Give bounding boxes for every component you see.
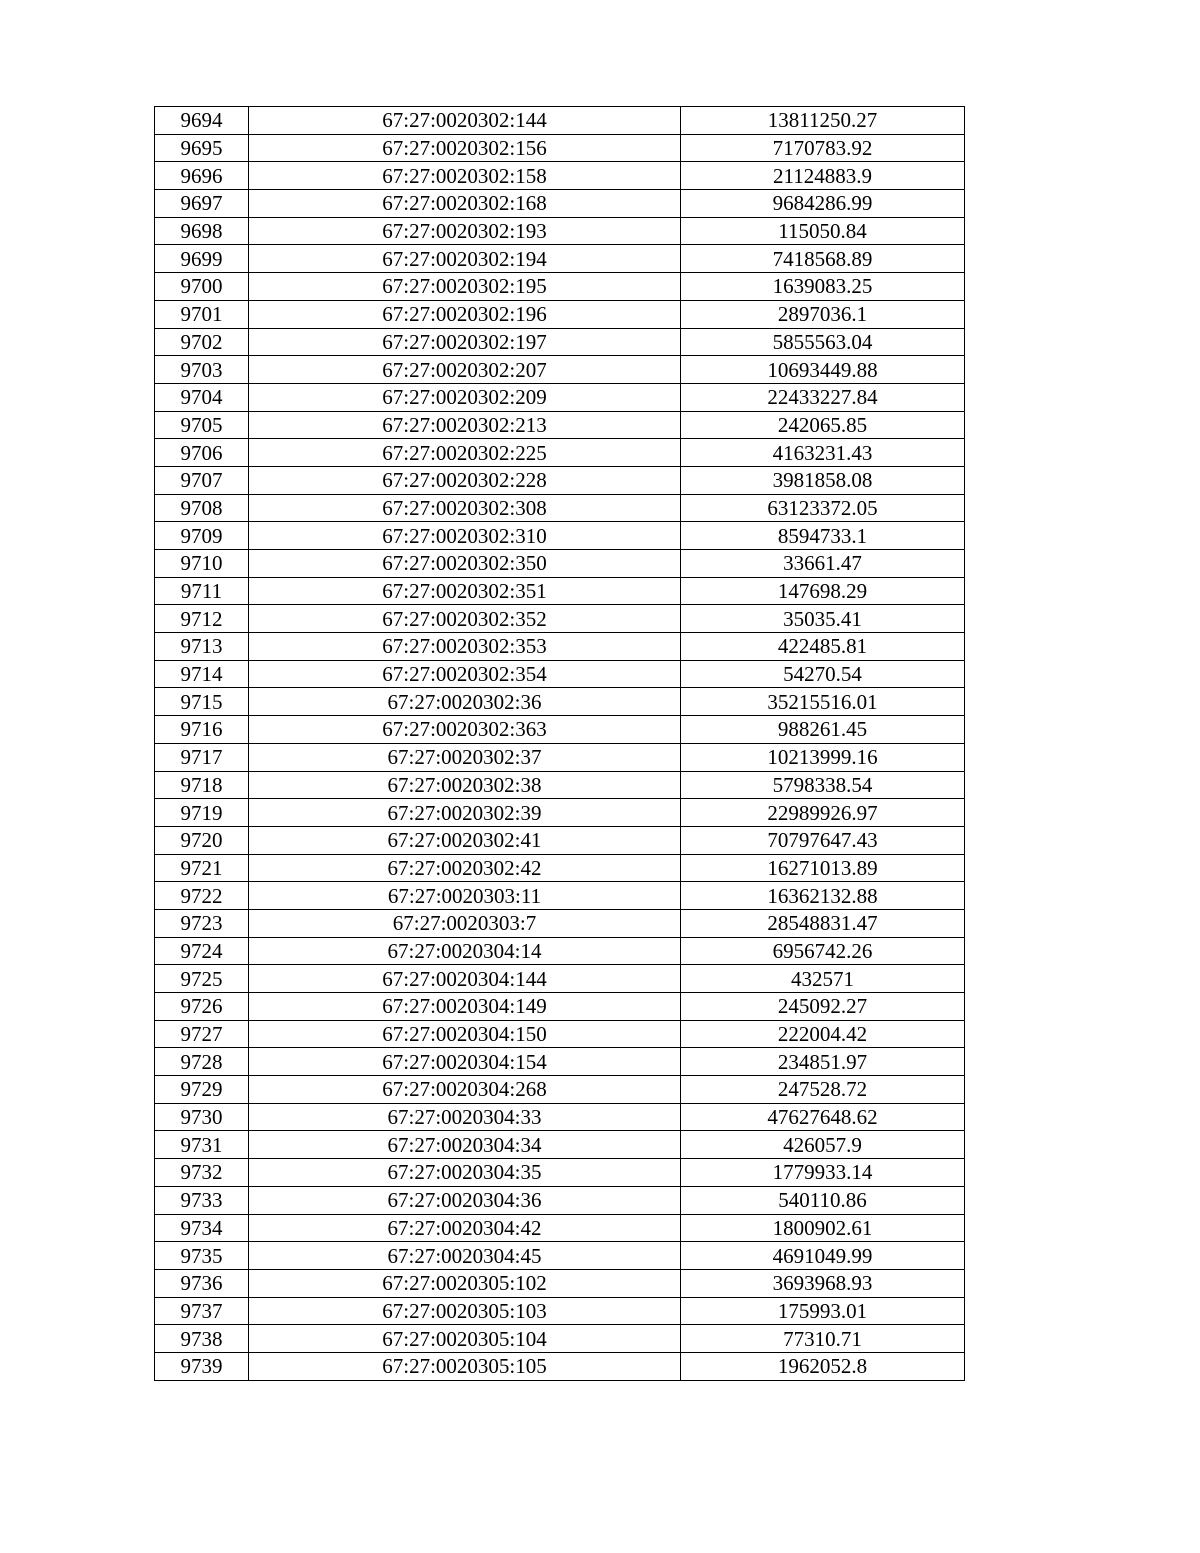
cadastral-number-cell: 67:27:0020302:207 — [249, 356, 681, 384]
cadastral-number-cell: 67:27:0020304:42 — [249, 1214, 681, 1242]
value-cell: 432571 — [681, 965, 965, 993]
row-number-cell: 9701 — [155, 300, 249, 328]
row-number-cell: 9731 — [155, 1131, 249, 1159]
row-number-cell: 9696 — [155, 162, 249, 190]
table-row — [155, 1269, 965, 1297]
table-row — [155, 660, 965, 688]
value-cell: 245092.27 — [681, 993, 965, 1021]
cadastral-number-cell: 67:27:0020302:156 — [249, 134, 681, 162]
value-cell: 9684286.99 — [681, 190, 965, 218]
cadastral-number-cell: 67:27:0020302:354 — [249, 660, 681, 688]
table-body — [155, 107, 965, 1381]
table-row — [155, 716, 965, 744]
value-cell: 33661.47 — [681, 550, 965, 578]
cadastral-number-cell: 67:27:0020302:38 — [249, 771, 681, 799]
table-row — [155, 411, 965, 439]
value-cell: 35035.41 — [681, 605, 965, 633]
row-number-cell: 9695 — [155, 134, 249, 162]
cadastral-number-cell: 67:27:0020302:353 — [249, 633, 681, 661]
row-number-cell: 9714 — [155, 660, 249, 688]
value-cell: 5855563.04 — [681, 328, 965, 356]
value-cell: 28548831.47 — [681, 909, 965, 937]
cadastral-number-cell: 67:27:0020302:168 — [249, 190, 681, 218]
row-number-cell: 9729 — [155, 1076, 249, 1104]
table-row — [155, 799, 965, 827]
table-row — [155, 494, 965, 522]
row-number-cell: 9722 — [155, 882, 249, 910]
cadastral-number-cell: 67:27:0020302:158 — [249, 162, 681, 190]
table-row — [155, 1131, 965, 1159]
value-cell: 1639083.25 — [681, 273, 965, 301]
value-cell: 3693968.93 — [681, 1269, 965, 1297]
table-row — [155, 245, 965, 273]
table-row — [155, 1076, 965, 1104]
table-row — [155, 965, 965, 993]
row-number-cell: 9709 — [155, 522, 249, 550]
row-number-cell: 9726 — [155, 993, 249, 1021]
row-number-cell: 9705 — [155, 411, 249, 439]
table-row — [155, 1352, 965, 1380]
table-row — [155, 134, 965, 162]
value-cell: 77310.71 — [681, 1325, 965, 1353]
table-row — [155, 854, 965, 882]
cadastral-number-cell: 67:27:0020302:144 — [249, 107, 681, 135]
table-row — [155, 937, 965, 965]
row-number-cell: 9700 — [155, 273, 249, 301]
value-cell: 13811250.27 — [681, 107, 965, 135]
table-row — [155, 1159, 965, 1187]
cadastral-number-cell: 67:27:0020302:209 — [249, 383, 681, 411]
row-number-cell: 9730 — [155, 1103, 249, 1131]
table-row — [155, 300, 965, 328]
cadastral-number-cell: 67:27:0020305:102 — [249, 1269, 681, 1297]
cadastral-number-cell: 67:27:0020304:35 — [249, 1159, 681, 1187]
value-cell: 147698.29 — [681, 577, 965, 605]
row-number-cell: 9734 — [155, 1214, 249, 1242]
cadastral-number-cell: 67:27:0020302:225 — [249, 439, 681, 467]
cadastral-number-cell: 67:27:0020304:154 — [249, 1048, 681, 1076]
cadastral-number-cell: 67:27:0020304:149 — [249, 993, 681, 1021]
value-cell: 10693449.88 — [681, 356, 965, 384]
row-number-cell: 9711 — [155, 577, 249, 605]
row-number-cell: 9736 — [155, 1269, 249, 1297]
row-number-cell: 9699 — [155, 245, 249, 273]
value-cell: 16362132.88 — [681, 882, 965, 910]
table-row — [155, 605, 965, 633]
table-row — [155, 882, 965, 910]
table-row — [155, 550, 965, 578]
cadastral-number-cell: 67:27:0020302:193 — [249, 217, 681, 245]
row-number-cell: 9732 — [155, 1159, 249, 1187]
value-cell: 1800902.61 — [681, 1214, 965, 1242]
row-number-cell: 9738 — [155, 1325, 249, 1353]
cadastral-number-cell: 67:27:0020302:308 — [249, 494, 681, 522]
table-row — [155, 1048, 965, 1076]
value-cell: 70797647.43 — [681, 826, 965, 854]
cadastral-number-cell: 67:27:0020305:103 — [249, 1297, 681, 1325]
value-cell: 10213999.16 — [681, 743, 965, 771]
value-cell: 54270.54 — [681, 660, 965, 688]
value-cell: 222004.42 — [681, 1020, 965, 1048]
cadastral-number-cell: 67:27:0020302:37 — [249, 743, 681, 771]
value-cell: 22989926.97 — [681, 799, 965, 827]
table-row — [155, 328, 965, 356]
cadastral-number-cell: 67:27:0020302:213 — [249, 411, 681, 439]
cadastral-value-table — [154, 106, 965, 1381]
cadastral-number-cell: 67:27:0020302:197 — [249, 328, 681, 356]
cadastral-number-cell: 67:27:0020303:7 — [249, 909, 681, 937]
value-cell: 3981858.08 — [681, 466, 965, 494]
row-number-cell: 9720 — [155, 826, 249, 854]
value-cell: 4691049.99 — [681, 1242, 965, 1270]
value-cell: 988261.45 — [681, 716, 965, 744]
row-number-cell: 9715 — [155, 688, 249, 716]
row-number-cell: 9719 — [155, 799, 249, 827]
cadastral-number-cell: 67:27:0020304:45 — [249, 1242, 681, 1270]
row-number-cell: 9708 — [155, 494, 249, 522]
table-row — [155, 1186, 965, 1214]
value-cell: 16271013.89 — [681, 854, 965, 882]
table-row — [155, 1242, 965, 1270]
table-row — [155, 1325, 965, 1353]
table-row — [155, 826, 965, 854]
cadastral-number-cell: 67:27:0020304:268 — [249, 1076, 681, 1104]
row-number-cell: 9717 — [155, 743, 249, 771]
row-number-cell: 9716 — [155, 716, 249, 744]
value-cell: 1962052.8 — [681, 1352, 965, 1380]
table-row — [155, 909, 965, 937]
cadastral-number-cell: 67:27:0020304:150 — [249, 1020, 681, 1048]
cadastral-number-cell: 67:27:0020302:310 — [249, 522, 681, 550]
row-number-cell: 9703 — [155, 356, 249, 384]
value-cell: 234851.97 — [681, 1048, 965, 1076]
table-row — [155, 688, 965, 716]
value-cell: 6956742.26 — [681, 937, 965, 965]
row-number-cell: 9728 — [155, 1048, 249, 1076]
row-number-cell: 9721 — [155, 854, 249, 882]
row-number-cell: 9697 — [155, 190, 249, 218]
row-number-cell: 9739 — [155, 1352, 249, 1380]
row-number-cell: 9725 — [155, 965, 249, 993]
row-number-cell: 9735 — [155, 1242, 249, 1270]
row-number-cell: 9710 — [155, 550, 249, 578]
value-cell: 47627648.62 — [681, 1103, 965, 1131]
table-row — [155, 466, 965, 494]
cadastral-number-cell: 67:27:0020302:41 — [249, 826, 681, 854]
value-cell: 21124883.9 — [681, 162, 965, 190]
table-row — [155, 162, 965, 190]
cadastral-number-cell: 67:27:0020302:194 — [249, 245, 681, 273]
row-number-cell: 9713 — [155, 633, 249, 661]
cadastral-number-cell: 67:27:0020303:11 — [249, 882, 681, 910]
table-row — [155, 190, 965, 218]
cadastral-number-cell: 67:27:0020302:36 — [249, 688, 681, 716]
table-row — [155, 577, 965, 605]
value-cell: 2897036.1 — [681, 300, 965, 328]
table-row — [155, 383, 965, 411]
table-row — [155, 771, 965, 799]
row-number-cell: 9727 — [155, 1020, 249, 1048]
row-number-cell: 9702 — [155, 328, 249, 356]
row-number-cell: 9704 — [155, 383, 249, 411]
cadastral-number-cell: 67:27:0020302:195 — [249, 273, 681, 301]
cadastral-number-cell: 67:27:0020302:228 — [249, 466, 681, 494]
table-row — [155, 993, 965, 1021]
cadastral-number-cell: 67:27:0020302:351 — [249, 577, 681, 605]
cadastral-number-cell: 67:27:0020302:350 — [249, 550, 681, 578]
row-number-cell: 9694 — [155, 107, 249, 135]
table-row — [155, 217, 965, 245]
row-number-cell: 9724 — [155, 937, 249, 965]
row-number-cell: 9733 — [155, 1186, 249, 1214]
value-cell: 4163231.43 — [681, 439, 965, 467]
cadastral-number-cell: 67:27:0020304:14 — [249, 937, 681, 965]
value-cell: 175993.01 — [681, 1297, 965, 1325]
table-row — [155, 743, 965, 771]
cadastral-number-cell: 67:27:0020305:104 — [249, 1325, 681, 1353]
cadastral-number-cell: 67:27:0020302:363 — [249, 716, 681, 744]
cadastral-number-cell: 67:27:0020302:42 — [249, 854, 681, 882]
value-cell: 22433227.84 — [681, 383, 965, 411]
table-row — [155, 1214, 965, 1242]
cadastral-number-cell: 67:27:0020304:144 — [249, 965, 681, 993]
value-cell: 35215516.01 — [681, 688, 965, 716]
value-cell: 5798338.54 — [681, 771, 965, 799]
cadastral-number-cell: 67:27:0020302:352 — [249, 605, 681, 633]
value-cell: 422485.81 — [681, 633, 965, 661]
row-number-cell: 9698 — [155, 217, 249, 245]
value-cell: 7418568.89 — [681, 245, 965, 273]
value-cell: 115050.84 — [681, 217, 965, 245]
table-row — [155, 356, 965, 384]
cadastral-number-cell: 67:27:0020302:196 — [249, 300, 681, 328]
table-row — [155, 522, 965, 550]
cadastral-number-cell: 67:27:0020304:34 — [249, 1131, 681, 1159]
row-number-cell: 9718 — [155, 771, 249, 799]
table-row — [155, 107, 965, 135]
row-number-cell: 9707 — [155, 466, 249, 494]
value-cell: 7170783.92 — [681, 134, 965, 162]
table-row — [155, 439, 965, 467]
value-cell: 63123372.05 — [681, 494, 965, 522]
table-row — [155, 273, 965, 301]
value-cell: 8594733.1 — [681, 522, 965, 550]
table-row — [155, 1103, 965, 1131]
table-row — [155, 1020, 965, 1048]
value-cell: 540110.86 — [681, 1186, 965, 1214]
cadastral-number-cell: 67:27:0020304:36 — [249, 1186, 681, 1214]
value-cell: 1779933.14 — [681, 1159, 965, 1187]
row-number-cell: 9723 — [155, 909, 249, 937]
cadastral-number-cell: 67:27:0020302:39 — [249, 799, 681, 827]
cadastral-number-cell: 67:27:0020305:105 — [249, 1352, 681, 1380]
row-number-cell: 9737 — [155, 1297, 249, 1325]
value-cell: 426057.9 — [681, 1131, 965, 1159]
value-cell: 242065.85 — [681, 411, 965, 439]
row-number-cell: 9712 — [155, 605, 249, 633]
row-number-cell: 9706 — [155, 439, 249, 467]
table-row — [155, 633, 965, 661]
cadastral-number-cell: 67:27:0020304:33 — [249, 1103, 681, 1131]
value-cell: 247528.72 — [681, 1076, 965, 1104]
table-row — [155, 1297, 965, 1325]
